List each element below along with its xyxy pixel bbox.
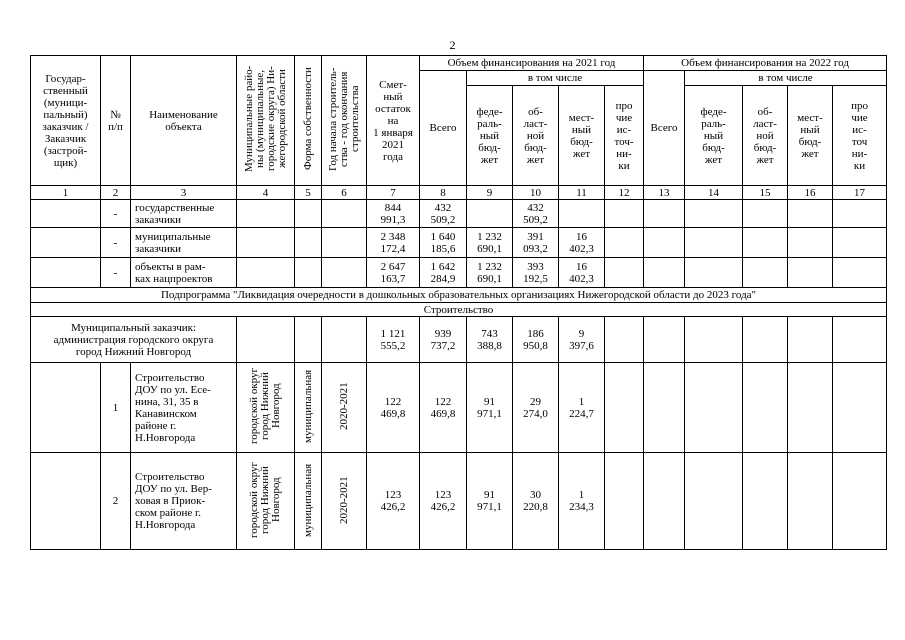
total-2021-cell: 432 509,2: [420, 200, 467, 228]
regional-2021-cell: 432 509,2: [513, 200, 559, 228]
col-number: 12: [605, 186, 644, 200]
header-fin-2021: Объем финансирования на 2021 год: [420, 56, 644, 71]
regional-2021-cell: 29 274,0: [513, 363, 559, 453]
object-years: 2020-2021: [322, 363, 367, 453]
total-2021-cell: 939 737,2: [420, 317, 467, 363]
header-ownership: Форма собственности: [295, 56, 322, 186]
total-2021-cell: 1 642 284,9: [420, 258, 467, 288]
header-total-2021: Всего: [420, 71, 467, 186]
col-number: 1: [31, 186, 101, 200]
row-name: государственные заказчики: [131, 200, 237, 228]
federal-2021-cell: [467, 200, 513, 228]
estimate-cell: 123 426,2: [367, 453, 420, 550]
estimate-cell: 844 991,3: [367, 200, 420, 228]
estimate-cell: 2 647 163,7: [367, 258, 420, 288]
dash-cell: -: [101, 228, 131, 258]
regional-2021-cell: 393 192,5: [513, 258, 559, 288]
local-2021-cell: 16 402,3: [559, 228, 605, 258]
header-other-2022: про чие ис- точ ни- ки: [833, 86, 887, 186]
section-title: Строительство: [31, 303, 887, 317]
col-number: 9: [467, 186, 513, 200]
col-number: 7: [367, 186, 420, 200]
col-number: 13: [644, 186, 685, 200]
total-2021-cell: 122 469,8: [420, 363, 467, 453]
header-federal-2021: феде- раль- ный бюд- жет: [467, 86, 513, 186]
dash-cell: -: [101, 258, 131, 288]
subprogram-title: Подпрограмма "Ликвидация очередности в дошкольных образовательных организациях Нижегородской области до 2023 года": [31, 288, 887, 303]
dash-cell: -: [101, 200, 131, 228]
object-district: городской округ город Нижний Новгород: [237, 363, 295, 453]
local-2021-cell: 1 234,3: [559, 453, 605, 550]
header-num: № п/п: [101, 56, 131, 186]
estimate-cell: 2 348 172,4: [367, 228, 420, 258]
object-num: 2: [101, 453, 131, 550]
col-number: 5: [295, 186, 322, 200]
header-customer: Государ- ственный (муници- пальный) заказчик / Заказчик (застрой- щик): [31, 56, 101, 186]
customer-row: [31, 317, 887, 363]
header-local-2022: мест- ный бюд- жет: [788, 86, 833, 186]
total-2021-cell: 1 640 185,6: [420, 228, 467, 258]
object-row: [31, 453, 887, 550]
customer-name: Муниципальный заказчик: администрация городского округа город Нижний Новгород: [31, 317, 237, 363]
col-number: 14: [685, 186, 743, 200]
header-incl-2021: в том числе: [467, 71, 644, 86]
header-object-name: Наименование объекта: [131, 56, 237, 186]
federal-2021-cell: 91 971,1: [467, 363, 513, 453]
local-2021-cell: [559, 200, 605, 228]
header-years: Год начала строитель- ства - год окончания строительства: [322, 56, 367, 186]
header-estimate: Смет- ный остаток на 1 января 2021 года: [367, 56, 420, 186]
header-district: Муниципальные райо- ны (муниципальные, городские округа) Ни- жегородской области: [237, 56, 295, 186]
col-number: 8: [420, 186, 467, 200]
table-row: [31, 258, 887, 288]
total-2021-cell: 123 426,2: [420, 453, 467, 550]
header-other-2021: про чие ис- точ- ни- ки: [605, 86, 644, 186]
regional-2021-cell: 391 093,2: [513, 228, 559, 258]
federal-2021-cell: 91 971,1: [467, 453, 513, 550]
object-name: Строительство ДОУ по ул. Вер- ховая в Приок- ском районе г. Н.Новгорода: [131, 453, 237, 550]
row-name: муниципальные заказчики: [131, 228, 237, 258]
object-ownership: муниципальная: [295, 363, 322, 453]
row-name: объекты в рам- ках нацпроектов: [131, 258, 237, 288]
regional-2021-cell: 30 220,8: [513, 453, 559, 550]
col-number: 6: [322, 186, 367, 200]
local-2021-cell: 9 397,6: [559, 317, 605, 363]
header-regional-2021: об- ласт- ной бюд- жет: [513, 86, 559, 186]
header-fin-2022: Объем финансирования на 2022 год: [644, 56, 887, 71]
estimate-cell: 122 469,8: [367, 363, 420, 453]
col-number: 16: [788, 186, 833, 200]
col-number: 3: [131, 186, 237, 200]
header-incl-2022: в том числе: [685, 71, 887, 86]
local-2021-cell: 16 402,3: [559, 258, 605, 288]
object-name: Строительство ДОУ по ул. Есе- нина, 31, 35 в Канавинском районе г. Н.Новгорода: [131, 363, 237, 453]
col-number: 10: [513, 186, 559, 200]
table-row: [31, 228, 887, 258]
col-number: 17: [833, 186, 887, 200]
header-local-2021: мест- ный бюд- жет: [559, 86, 605, 186]
col-number: 11: [559, 186, 605, 200]
regional-2021-cell: 186 950,8: [513, 317, 559, 363]
object-num: 1: [101, 363, 131, 453]
object-years: 2020-2021: [322, 453, 367, 550]
header-total-2022: Всего: [644, 71, 685, 186]
investment-table: [30, 55, 887, 550]
page-number: 2: [449, 38, 456, 52]
col-number: 2: [101, 186, 131, 200]
object-district: городской округ город Нижний Новгород: [237, 453, 295, 550]
federal-2021-cell: 1 232 690,1: [467, 228, 513, 258]
table-row: [31, 200, 887, 228]
header-regional-2022: об- ласт- ной бюд- жет: [743, 86, 788, 186]
col-number: 15: [743, 186, 788, 200]
local-2021-cell: 1 224,7: [559, 363, 605, 453]
column-number-row: [31, 186, 887, 200]
object-row: [31, 363, 887, 453]
header-federal-2022: феде- раль- ный бюд- жет: [685, 86, 743, 186]
estimate-cell: 1 121 555,2: [367, 317, 420, 363]
object-ownership: муниципальная: [295, 453, 322, 550]
federal-2021-cell: 743 388,8: [467, 317, 513, 363]
federal-2021-cell: 1 232 690,1: [467, 258, 513, 288]
col-number: 4: [237, 186, 295, 200]
